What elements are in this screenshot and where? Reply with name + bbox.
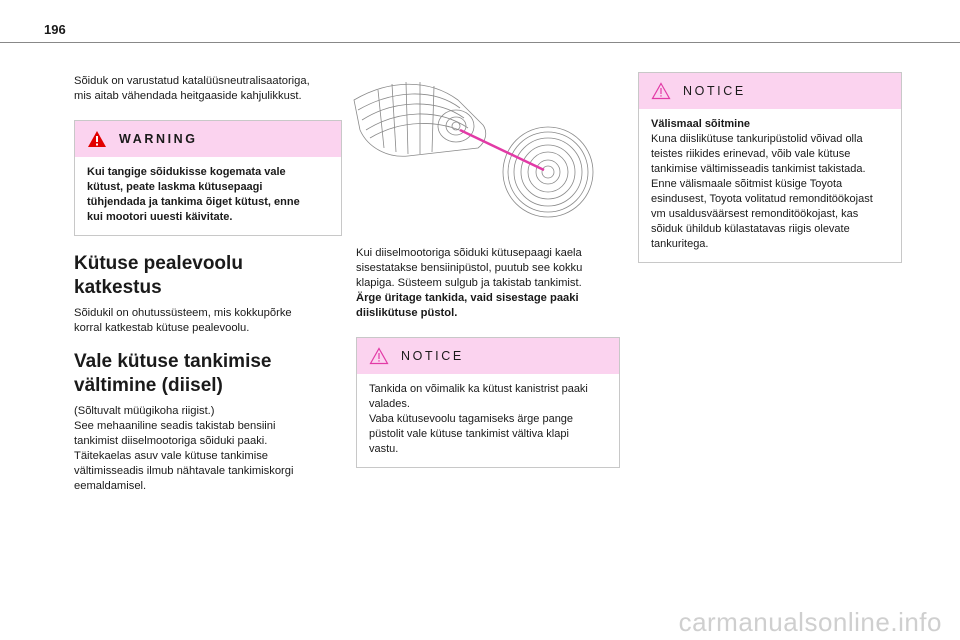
column-left (74, 74, 342, 494)
misfuel-valve-paragraph (356, 246, 620, 291)
notice-body (639, 109, 901, 262)
column-middle (356, 246, 620, 468)
text-line: (Sõltuvalt müügikoha riigist.) (74, 405, 215, 417)
notice-box-abroad (638, 72, 902, 263)
notice-heading: Välismaal sõitmine (651, 118, 751, 130)
fuel-cutoff-paragraph (74, 306, 342, 336)
neck-cap (438, 110, 474, 142)
text-line: vältimisseadis ilmub nähtavale tankimiskorgi (74, 465, 294, 477)
text-line: Ärge üritage tankida, vaid sisestage paaki (356, 292, 579, 304)
caution-icon (369, 347, 389, 365)
text-line: klapiga. Süsteem sulgub ja takistab tankimist. (356, 277, 582, 289)
warning-header (75, 121, 341, 157)
text-line: Tankida on võimalik ka kütust kanistrist paaki (369, 383, 588, 395)
text-line: See mehaaniline seadis takistab bensiini (74, 420, 276, 432)
text-line: püstolit vale kütuse tankimist vältiva klapi (369, 428, 569, 440)
column-right (638, 72, 902, 263)
warning-box (74, 120, 342, 236)
fuel-filler-illustration (348, 70, 598, 230)
title-line: vältimine (diisel) (74, 375, 223, 396)
text-line: Enne välismaale sõitmist küsige Toyota (651, 178, 843, 190)
watermark: carmanualsonline.info (678, 607, 942, 637)
text-line: vastu. (369, 443, 399, 455)
header-divider (0, 42, 960, 43)
text-line: Sõidukil on ohutussüsteem, mis kokkupõrke (74, 307, 292, 319)
page-number: 196 (44, 22, 66, 37)
warning-body (75, 157, 341, 235)
warning-title: WARNING (119, 132, 198, 146)
text-line: mis aitab vähendada heitgaaside kahjulikkust. (74, 90, 302, 102)
text-line: eemaldamisel. (74, 480, 147, 492)
text-line: vm usaldusväärsest remonditöökojast, kas (651, 208, 859, 220)
text-line: Täitekaelas asuv vale kütuse tankimise (74, 450, 269, 462)
text-line: valades. (369, 398, 410, 410)
text-line: diislikütuse püstol. (356, 307, 458, 319)
text-line: Kuna diislikütuse tankuripüstolid võivad olla (651, 133, 863, 145)
text-line: tankimise vältimisseadis tankimist takistada. (651, 163, 866, 175)
detail-view-icon (503, 127, 593, 217)
text-line: Vaba kütusevoolu tagamiseks ärge pange (369, 413, 574, 425)
notice-header (639, 73, 901, 109)
text-line: sisestatakse bensiinipüstol, puutub see kokku (356, 262, 583, 274)
text-line: Kui tangige sõidukisse kogemata vale (87, 166, 286, 178)
text-line: Kui diiselmootoriga sõiduki kütusepaagi kaela (356, 247, 582, 259)
notice-body (357, 374, 619, 467)
text-line: tankimist diiselmootoriga sõiduki paaki. (74, 435, 268, 447)
notice-title: NOTICE (401, 349, 464, 363)
title-line: Vale kütuse tankimise (74, 351, 272, 372)
title-line: Kütuse pealevoolu (74, 253, 243, 274)
text-line: kütust, peate laskma kütusepaagi (87, 181, 263, 193)
text-line: kui mootori uuesti käivitate. (87, 211, 233, 223)
text-line: esindusest, Toyota volitatud remonditöökojast (651, 193, 873, 205)
misfuel-paragraph (74, 404, 342, 494)
text-line: tühjendada ja tankima õiget kütust, enne (87, 196, 300, 208)
notice-title: NOTICE (683, 84, 746, 98)
text-line: tankuritega. (651, 238, 709, 250)
section-title-misfuel (74, 350, 342, 398)
section-title-fuel-cutoff (74, 252, 342, 300)
notice-box-canister (356, 337, 620, 468)
misfuel-instruction (356, 291, 620, 321)
title-line: katkestus (74, 277, 162, 298)
text-line: korral katkestab kütuse pealevoolu. (74, 322, 250, 334)
text-line: Sõiduk on varustatud katalüüsneutralisaatoriga, (74, 75, 310, 87)
caution-icon (651, 82, 671, 100)
text-line: sõiduk ühildub külastatavas riigis olevate (651, 223, 850, 235)
text-line: teistes riikides erinevad, võib vale kütuse (651, 148, 851, 160)
intro-paragraph (74, 74, 342, 104)
notice-header (357, 338, 619, 374)
warning-icon (87, 130, 107, 148)
